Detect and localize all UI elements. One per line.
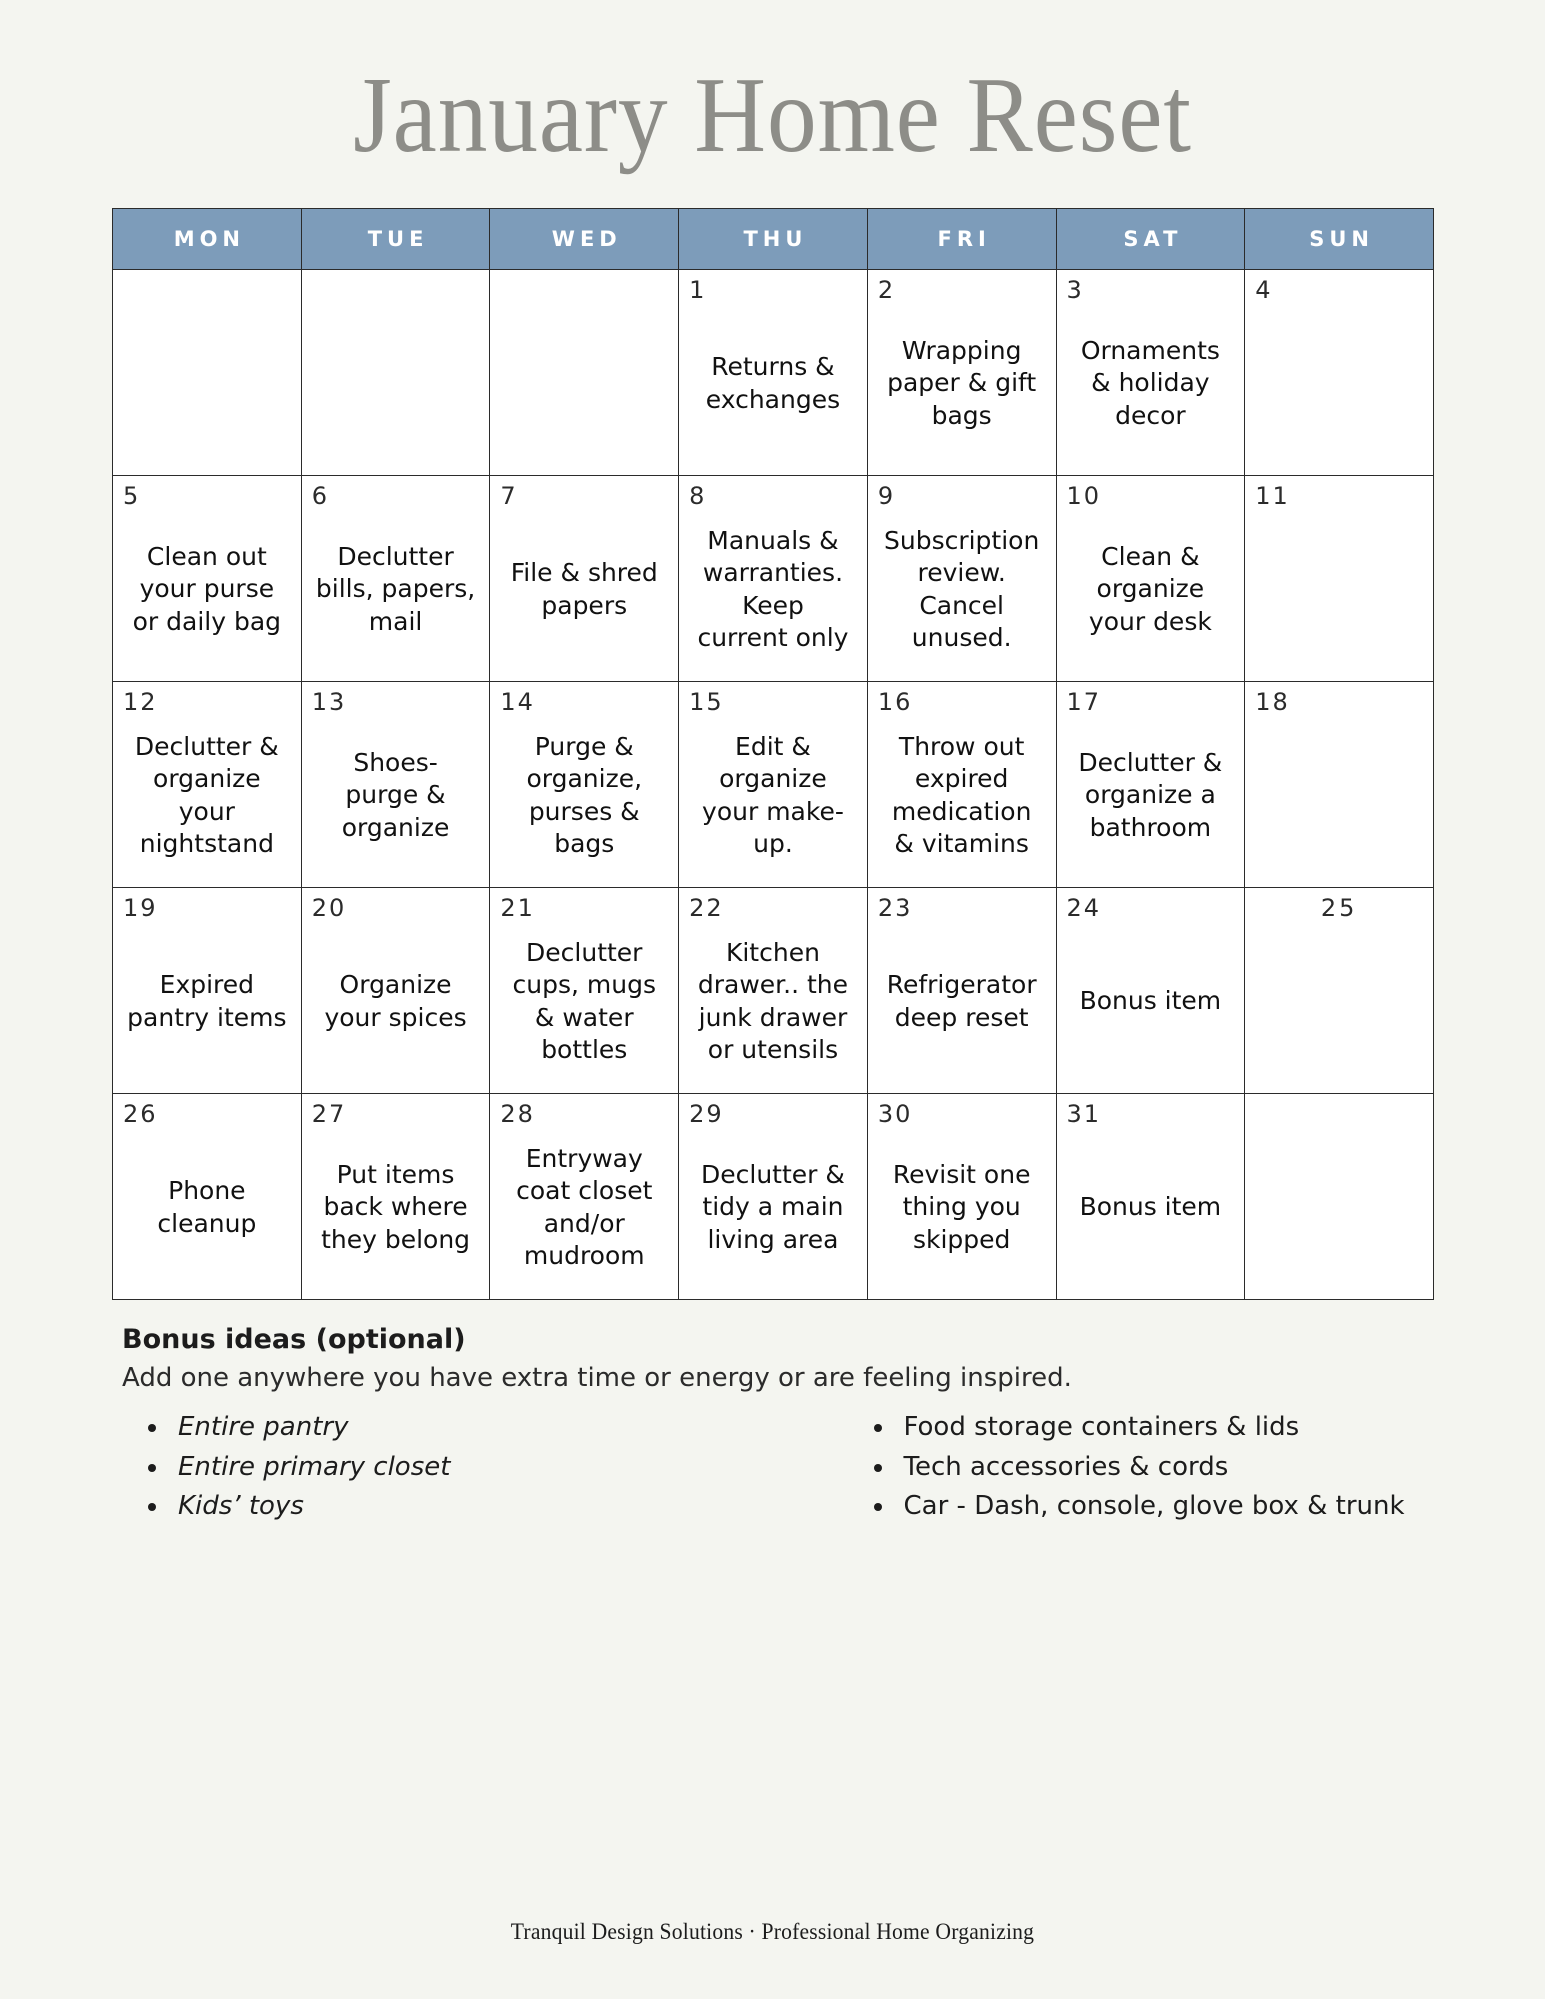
day-number: 18 <box>1255 688 1290 716</box>
day-number: 19 <box>123 894 158 922</box>
day-cell-inner <box>302 682 490 887</box>
day-number: 1 <box>689 276 707 304</box>
calendar-day-cell-26[interactable] <box>113 1094 302 1300</box>
calendar-day-cell-16[interactable] <box>867 682 1056 888</box>
day-number: 23 <box>877 894 913 922</box>
day-task-text: Returns & exchanges <box>705 352 841 414</box>
day-task-text: Declutter cups, mugs & water bottles <box>512 937 656 1064</box>
day-task-text: Put items back where they belong <box>321 1159 471 1254</box>
day-number: 5 <box>123 482 141 510</box>
day-task-text: Declutter & organize a bathroom <box>1078 747 1223 842</box>
calendar-day-cell-7[interactable] <box>490 476 679 682</box>
day-cell-inner <box>679 270 867 475</box>
calendar-day-cell-19[interactable] <box>113 888 302 1094</box>
day-cell-inner <box>1057 1094 1245 1299</box>
calendar-empty-cell[interactable] <box>490 270 679 476</box>
day-cell-inner <box>679 682 867 887</box>
day-number: 6 <box>311 482 329 510</box>
page-title: January Home Reset <box>353 56 1192 175</box>
calendar-week-row <box>113 1094 1434 1300</box>
day-cell-inner <box>302 888 490 1093</box>
day-task-text <box>1255 720 1423 877</box>
calendar-day-cell-15[interactable] <box>679 682 868 888</box>
day-cell-inner <box>302 1094 490 1299</box>
bonus-columns <box>122 1408 1433 1527</box>
footer-credit: Tranquil Design Solutions · Professional Home Organizing <box>510 1919 1035 1944</box>
day-number: 9 <box>877 482 896 510</box>
day-task-text: Refrigerator deep reset <box>886 970 1037 1032</box>
day-cell-inner <box>1245 476 1433 681</box>
day-cell-inner <box>490 1094 678 1299</box>
calendar-day-cell-18[interactable] <box>1245 682 1434 888</box>
day-number: 7 <box>500 482 518 510</box>
day-number: 17 <box>1066 688 1102 716</box>
day-cell-inner <box>113 476 301 681</box>
day-task-text: Purge & organize, purses & bags <box>526 731 643 858</box>
day-number <box>312 278 480 308</box>
day-cell-inner <box>868 888 1056 1093</box>
day-cell-inner <box>490 682 678 887</box>
day-cell-inner <box>1245 888 1433 1093</box>
calendar-day-cell-2[interactable] <box>867 270 1056 476</box>
day-number: 4 <box>1255 276 1273 304</box>
day-number: 14 <box>500 688 535 716</box>
day-number: 16 <box>877 688 913 716</box>
day-task-text <box>1255 1132 1423 1289</box>
calendar-day-cell-10[interactable] <box>1056 476 1245 682</box>
day-cell-inner <box>113 682 301 887</box>
day-task-text: Manuals & warranties. Keep current only <box>697 525 849 652</box>
bonus-left-item: • Kids’ toys <box>170 1487 778 1527</box>
day-cell-inner <box>1057 682 1245 887</box>
day-number <box>500 278 668 308</box>
calendar-day-cell-30[interactable] <box>867 1094 1056 1300</box>
calendar-day-cell-28[interactable] <box>490 1094 679 1300</box>
day-number: 11 <box>1255 482 1290 510</box>
day-task-text: Bonus item <box>1079 1192 1222 1222</box>
calendar-day-cell-23[interactable] <box>867 888 1056 1094</box>
day-task-text <box>312 308 480 465</box>
day-task-text: Declutter bills, papers, mail <box>315 541 476 636</box>
day-number: 15 <box>689 688 724 716</box>
bonus-heading: Bonus ideas (optional) <box>122 1324 466 1355</box>
calendar-day-cell-1[interactable] <box>679 270 868 476</box>
day-cell-inner <box>490 888 678 1093</box>
calendar-day-cell-6[interactable] <box>301 476 490 682</box>
day-number <box>123 278 291 308</box>
day-number: 31 <box>1066 1100 1102 1128</box>
day-cell-inner <box>868 270 1056 475</box>
weekday-header-mon: MON <box>113 209 302 270</box>
day-number: 24 <box>1066 894 1102 922</box>
calendar-day-cell-20[interactable] <box>301 888 490 1094</box>
day-task-text <box>500 308 668 465</box>
day-number: 10 <box>1066 482 1102 510</box>
day-cell-inner <box>868 476 1056 681</box>
day-cell-inner <box>1057 888 1245 1093</box>
day-number: 12 <box>123 688 158 716</box>
bonus-left-item: • Entire pantry <box>170 1408 778 1448</box>
calendar-day-cell-31[interactable] <box>1056 1094 1245 1300</box>
day-number: 27 <box>311 1100 347 1128</box>
day-cell-inner <box>302 270 490 475</box>
calendar-day-cell-14[interactable] <box>490 682 679 888</box>
bonus-right-item: • Car - Dash, console, glove box & trunk <box>896 1487 1434 1527</box>
day-number <box>1255 1102 1423 1132</box>
calendar-empty-cell[interactable] <box>113 270 302 476</box>
calendar-day-cell-4[interactable] <box>1245 270 1434 476</box>
day-task-text <box>123 308 291 465</box>
day-number: 13 <box>311 688 347 716</box>
day-number: 25 <box>1320 894 1358 922</box>
day-task-text: Phone cleanup <box>157 1176 257 1238</box>
calendar-day-cell-25[interactable] <box>1245 888 1434 1094</box>
day-task-text: Declutter & organize your nightstand <box>134 731 279 858</box>
bonus-left-list <box>144 1408 778 1527</box>
weekday-header-tue: TUE <box>301 209 490 270</box>
day-task-text: Entryway coat closet and/or mudroom <box>516 1143 653 1270</box>
day-cell-inner <box>679 476 867 681</box>
calendar-week-row <box>113 270 1434 476</box>
day-number: 20 <box>311 894 347 922</box>
calendar-body <box>113 270 1434 1300</box>
weekday-header-thu: THU <box>679 209 868 270</box>
day-cell-inner <box>113 888 301 1093</box>
day-number: 8 <box>689 482 707 510</box>
calendar-week-row <box>113 888 1434 1094</box>
bonus-right-item: • Food storage containers & lids <box>896 1408 1434 1448</box>
calendar-day-cell-22[interactable] <box>679 888 868 1094</box>
day-cell-inner <box>1245 682 1433 887</box>
calendar-week-row <box>113 476 1434 682</box>
day-task-text: Throw out expired medication & vitamins <box>891 731 1032 858</box>
day-number: 26 <box>123 1100 158 1128</box>
weekday-header-fri: FRI <box>867 209 1056 270</box>
calendar-empty-cell[interactable] <box>1245 1094 1434 1300</box>
calendar-day-cell-27[interactable] <box>301 1094 490 1300</box>
day-number: 28 <box>500 1100 535 1128</box>
day-number: 22 <box>689 894 724 922</box>
day-task-text <box>1255 308 1423 465</box>
calendar-day-cell-13[interactable] <box>301 682 490 888</box>
calendar-day-cell-3[interactable] <box>1056 270 1245 476</box>
calendar-day-cell-9[interactable] <box>867 476 1056 682</box>
bonus-right-column <box>778 1408 1434 1527</box>
day-number: 30 <box>877 1100 913 1128</box>
day-task-text: File & shred papers <box>510 558 658 620</box>
day-cell-inner <box>1057 476 1245 681</box>
day-number: 2 <box>877 276 896 304</box>
day-cell-inner <box>868 682 1056 887</box>
calendar-day-cell-24[interactable] <box>1056 888 1245 1094</box>
calendar-day-cell-29[interactable] <box>679 1094 868 1300</box>
day-number: 29 <box>689 1100 724 1128</box>
weekday-header-sun: SUN <box>1245 209 1434 270</box>
day-task-text: Kitchen drawer.. the junk drawer or utensils <box>697 937 849 1064</box>
bonus-right-list <box>870 1408 1434 1527</box>
day-task-text: Wrapping paper & gift bags <box>887 335 1037 430</box>
day-cell-inner <box>1245 1094 1433 1299</box>
day-task-text: Clean out your purse or daily bag <box>132 541 282 636</box>
day-task-text: Organize your spices <box>324 970 467 1032</box>
day-number: 21 <box>500 894 535 922</box>
day-number: 3 <box>1066 276 1084 304</box>
calendar-week-row <box>113 682 1434 888</box>
day-cell-inner <box>868 1094 1056 1299</box>
day-cell-inner <box>302 476 490 681</box>
calendar-day-cell-21[interactable] <box>490 888 679 1094</box>
day-cell-inner <box>113 1094 301 1299</box>
day-cell-inner <box>679 1094 867 1299</box>
day-task-text <box>1255 926 1423 1083</box>
day-task-text: Expired pantry items <box>127 970 287 1032</box>
weekday-header-sat: SAT <box>1056 209 1245 270</box>
day-cell-inner <box>679 888 867 1093</box>
calendar-day-cell-11[interactable] <box>1245 476 1434 682</box>
calendar-day-cell-8[interactable] <box>679 476 868 682</box>
bonus-subtext: Add one anywhere you have extra time or energy or are feeling inspired. <box>122 1363 1072 1394</box>
day-cell-inner <box>490 270 678 475</box>
day-cell-inner <box>1057 270 1245 475</box>
day-cell-inner <box>113 270 301 475</box>
calendar-grid <box>112 208 1434 1300</box>
calendar-day-cell-5[interactable] <box>113 476 302 682</box>
bonus-left-item: • Entire primary closet <box>170 1448 778 1488</box>
calendar-empty-cell[interactable] <box>301 270 490 476</box>
day-task-text: Bonus item <box>1079 986 1222 1016</box>
bonus-left-column <box>122 1408 778 1527</box>
day-cell-inner <box>1245 270 1433 475</box>
weekday-header-wed: WED <box>490 209 679 270</box>
day-task-text: Subscription review. Cancel unused. <box>883 525 1040 652</box>
day-task-text: Shoes- purge & organize <box>341 747 450 842</box>
bonus-section <box>112 1322 1433 1527</box>
day-task-text: Revisit one thing you skipped <box>892 1159 1031 1254</box>
calendar-header-row <box>113 209 1434 270</box>
bonus-right-item: • Tech accessories & cords <box>896 1448 1434 1488</box>
calendar-day-cell-17[interactable] <box>1056 682 1245 888</box>
day-task-text: Ornaments & holiday decor <box>1080 335 1220 430</box>
day-cell-inner <box>490 476 678 681</box>
calendar-day-cell-12[interactable] <box>113 682 302 888</box>
day-task-text: Clean & organize your desk <box>1088 541 1212 636</box>
day-task-text: Declutter & tidy a main living area <box>701 1159 845 1254</box>
day-task-text: Edit & organize your make-up. <box>702 731 844 858</box>
day-task-text <box>1255 514 1423 671</box>
